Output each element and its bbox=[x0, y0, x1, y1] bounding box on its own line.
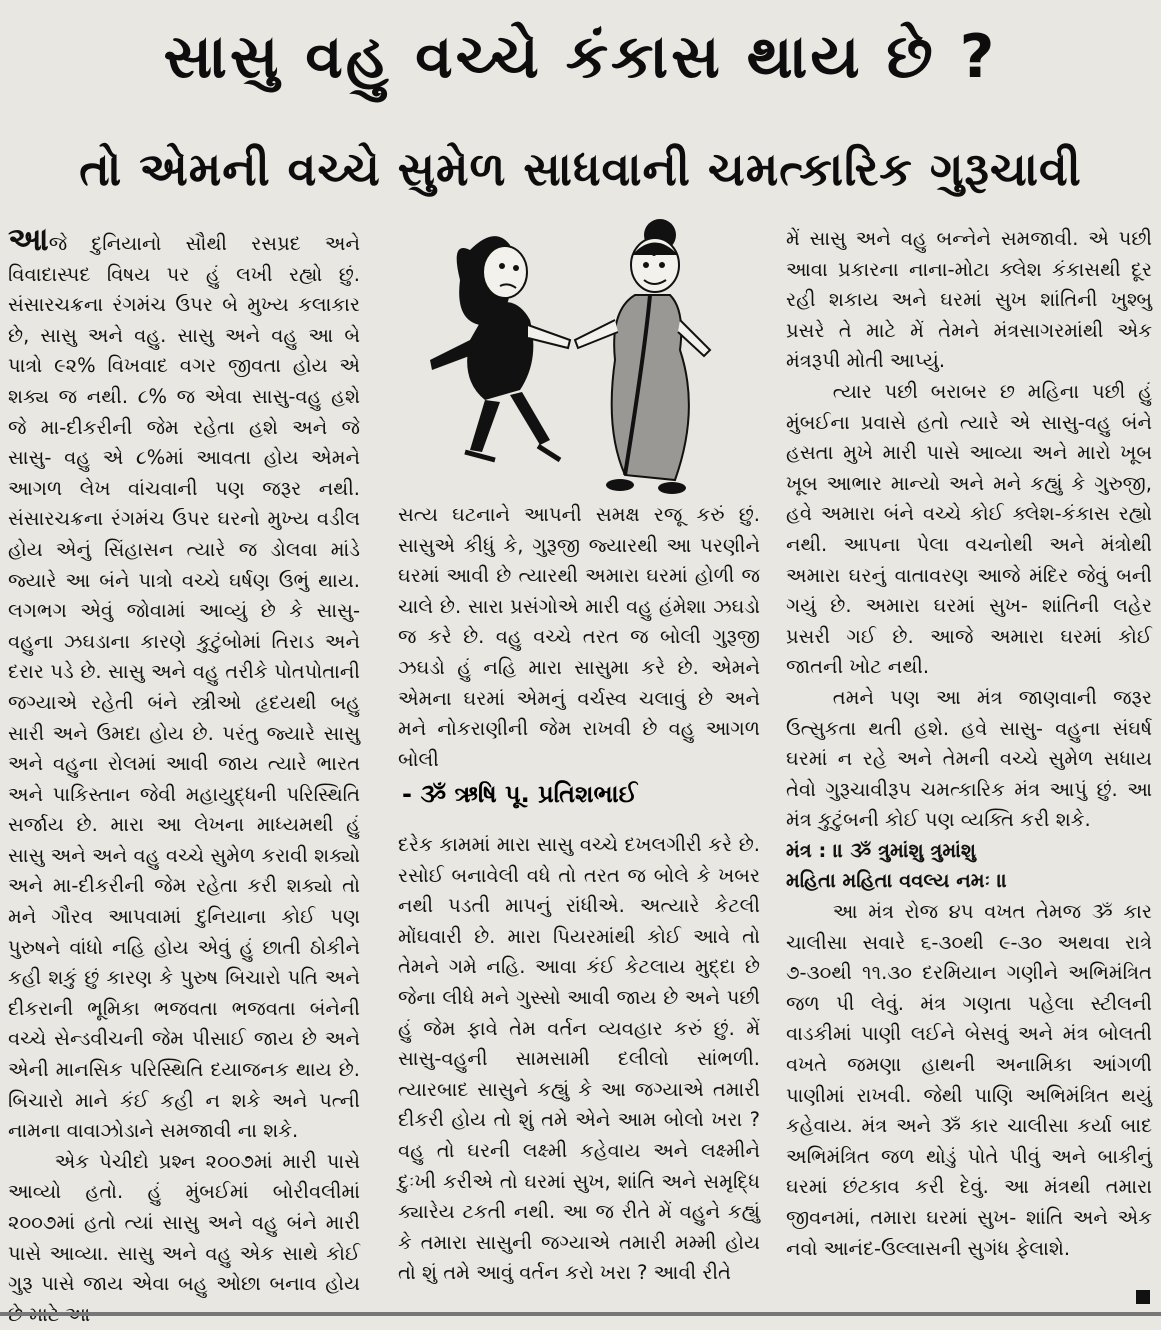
middle-bottom-paragraph: દરેક કામમાં મારા સાસુ વચ્ચે દખલગીરી કરે છે. રસોઈ બનાવેલી વધે તો તરત જ બોલે કે ખબર નથી પડતી માપનું રાંધીએ. અત્યારે કેટલી મોંઘવારી છે. મારા પિયરમાંથી કોઈ આવે તો તેમને ગમે નહિ. આવા કંઈ કેટલાય મુદ્દા છે જેના લીધે મને ગુસ્સો આવી જાય છે અને પછી હું જેમ ફાવે તેમ વર્તન વ્યવહાર કરું છું. મેં સાસુ-વહુની સામસામી દલીલો સાંભળી. ત્યારબાદ સાસુને કહ્યું કે આ જગ્યાએ તમારી દીકરી હોય તો શું તમે એને આમ બોલો ખરા ? વહુ તો ઘરની લક્ષ્મી કહેવાય અને લક્ષ્મીને દુઃખી કરીએ તો ઘરમાં સુખ, શાંતિ અને સમૃદ્ધિ ક્યારેય ટકતી નથી. આ જ રીતે મેં વહુને કહ્યું કે તમારા સાસુની જગ્યાએ તમારી મમ્મી હોય તો શું તમે આવું વર્તન કરો ખરા ? આવી રીતે bbox=[398, 833, 760, 1285]
middle-column-bottom bbox=[398, 830, 760, 1312]
left-paragraph-1 bbox=[8, 220, 360, 1147]
right-paragraph-4: આ મંત્ર રોજ ૪૫ વખત તેમજ ૐ કાર ચાલીસા સવારે ૬-૩૦થી ૯-૩૦ અથવા રાત્રે ૭-૩૦થી ૧૧.૩૦ દરમિયાન ગણીને અભિમંત્રિત જળ પી લેવું. મંત્ર ગણતા પહેલા સ્ટીલની વાડકીમાં પાણી લઈને બેસવું અને મંત્ર બોલતી વખતે જમણા હાથની અનામિકા આંગળી પાણીમાં રાખવી. જેથી પાણિ અભિમંત્રિત થયું કહેવાય. મંત્ર અને ૐ કાર ચાલીસા કર્યા બાદ અભિમંત્રિત જળ થોડું પોતે પીવું અને બાકીનું ઘરમાં છંટકાવ કરી દેવું. આ મંત્રથી તમારા જીવનમાં, તમારા ઘરમાં સુખ- શાંતિ અને એક નવો આનંદ-ઉલ્લાસની સુગંધ ફેલાશે. bbox=[786, 900, 1152, 1260]
left-column bbox=[8, 220, 360, 1312]
bottom-rule bbox=[0, 1312, 1161, 1316]
woman-left-figure bbox=[430, 236, 570, 460]
middle-top-paragraph: સત્ય ઘટનાને આપની સમક્ષ રજૂ કરું છું. સાસુએ કીધું કે, ગુરૂજી જ્યારથી આ પરણીને ઘરમાં આવી છે ત્યારથી અમારા ઘરમાં હોળી જ ચાલે છે. સારા પ્રસંગોએ મારી વહુ હંમેશા ઝઘડો જ કરે છે. વહુ વચ્ચે તરત જ બોલી ગુરૂજી ઝઘડો હું નહિ મારા સાસુમા કરે છે. એમને એમના ઘરમાં એમનું વર્ચસ્વ ચલાવું છે અને મને નોકરાણીની જેમ રાખવી છે વહુ આગળ બોલી bbox=[398, 503, 760, 771]
mantra-line-2: મહિતા મહિતા વવલ્ય નમઃ ॥ bbox=[786, 869, 1008, 893]
headline-title: સાસુ વહુ વચ્ચે કંકાસ થાય છે ? bbox=[163, 22, 998, 92]
drop-cap: આ bbox=[8, 220, 49, 258]
author-byline: - ૐ ઋષિ પૂ. પ્રતિશભાઈ bbox=[402, 780, 638, 808]
two-women-cartoon-icon bbox=[410, 210, 750, 500]
headline-subtitle: તો એમની વચ્ચે સુમેળ સાધવાની ચમત્કારિક ગુરૂચાવી bbox=[79, 142, 1082, 196]
middle-column-top bbox=[398, 500, 760, 771]
right-paragraph-3: તમને પણ આ મંત્ર જાણવાની જરૂર ઉત્સુકતા થતી હશે. હવે સાસુ- વહુના સંઘર્ષ ઘરમાં ન રહે અને તેમની વચ્ચે સુમેળ સધાય તેવો ગુરૂચાવીરૂપ ચમત્કારિક મંત્ર આપું છું. આ મંત્ર કુટુંબની કોઈ પણ વ્યક્તિ કરી શકે. bbox=[786, 685, 1152, 832]
left-paragraph-1-text: જે દુનિયાનો સૌથી રસપ્રદ અને વિવાદાસ્પદ વિષય પર હું લખી રહ્યો છું. સંસારચક્રના રંગમંચ ઉપર બે મુખ્ય કલાકાર છે, સાસુ અને વહુ. સાસુ અને વહુ આ બે પાત્રો ૯૨% વિખવાદ વગર જીવતા હોય એ શક્ય જ નથી. ૮% જ એવા સાસુ-વહુ હશે જે મા-દીકરીની જેમ રહેતા હશે અને જે સાસુ- વહુ એ ૮%માં આવતા હોય એમને આગળ લેખ વાંચવાની પણ જરૂર નથી. સંસારચક્રના રંગમંચ ઉપર ઘરનો મુખ્ય વડીલ હોય એનું સિંહાસન ત્યારે જ ડોલવા માંડે જ્યારે આ બંને પાત્રો વચ્ચે ઘર્ષણ ઉભું થાય. લગભગ એવું જોવામાં આવ્યું છે કે સાસુ- વહુના ઝઘડાના કારણે કુટુંબોમાં તિરાડ અને દરાર પડે છે. સાસુ અને વહુ તરીકે પોતપોતાની જગ્યાએ રહેતી બંને સ્ત્રીઓ હૃદયથી બહુ સારી અને ઉમદા હોય છે. પરંતુ જ્યારે સાસુ અને વહુના રોલમાં આવી જાય ત્યારે ભારત અને પાકિસ્તાન જેવી મહાયુદ્ધની પરિસ્થિતિ સર્જાય છે. મારા આ લેખના માધ્યમથી હું સાસુ અને અને વહુ વચ્ચે સુમેળ કરાવી શક્યો અને મા-દીકરીની જેમ રહેતા કરી શક્યો તો મને ગૌરવ આપવામાં દુનિયાના કોઈ પણ પુરુષને વાંધો નહિ હોય એવું હું છાતી ઠોકીને કહી શકું છું કારણ કે પુરુષ બિચારો પતિ અને દીકરાની ભૂમિકા ભજવતા ભજવતા બંનેની વચ્ચે સેન્ડવીચની જેમ પીસાઈ જાય છે અને એની માનસિક પરિસ્થિતિ દયાજનક થાય છે. બિચારો માને કંઈ કહી ન શકે અને પત્ની નામના વાવાઝોડાને સમજાવી ના શકે. bbox=[8, 232, 360, 1143]
right-paragraph-1: મેં સાસુ અને વહુ બન્નેને સમજાવી. એ પછી આવા પ્રકારના નાના-મોટા ક્લેશ કંકાસથી દૂર રહી શકાય અને ઘરમાં સુખ શાંતિની ખુશ્બુ પ્રસરે તે માટે મેં તેમને મંત્રસાગરમાંથી એક મંત્રરૂપી મોતી આપ્યું. bbox=[786, 227, 1152, 373]
mantra-line-1: મંત્ર : ॥ ૐ ત્રુમાંશુ ત્રુમાંશુ bbox=[786, 838, 976, 862]
right-paragraph-2: ત્યાર પછી બરાબર છ મહિના પછી હું મુંબઈના પ્રવાસે હતો ત્યારે એ સાસુ-વહુ બંને હસતા મુખે મારી પાસે આવ્યા અને મારો ખૂબ ખૂબ આભાર માન્યો અને મને કહ્યું કે ગુરુજી, હવે અમારા બંને વચ્ચે કોઈ ક્લેશ-કંકાસ રહ્યો નથી. આપના પેલા વચનોથી અને મંત્રોથી અમારા ઘરનું વાતાવરણ આજે મંદિર જેવું બની ગયું છે. અમારા ઘરમાં સુખ- શાંતિની લહેર પ્રસરી ગઈ છે. આજે અમારા ઘરમાં કોઈ જાતની ખોટ નથી. bbox=[786, 379, 1152, 679]
right-column bbox=[786, 224, 1152, 1312]
end-of-article-mark bbox=[1136, 1290, 1150, 1304]
woman-right-figure bbox=[575, 219, 710, 494]
left-paragraph-2: એક પેચીદો પ્રશ્ન ૨૦૦૭માં મારી પાસે આવ્યો હતો. હું મુંબઈમાં બોરીવલીમાં ૨૦૦૭માં હતો ત્યાં સાસુ અને વહુ બંને મારી પાસે આવ્યા. સાસુ અને વહુ એક સાથે કોઈ ગુરૂ પાસે જાય એવા બહુ ઓછા બનાવ હોય bbox=[8, 1149, 360, 1296]
